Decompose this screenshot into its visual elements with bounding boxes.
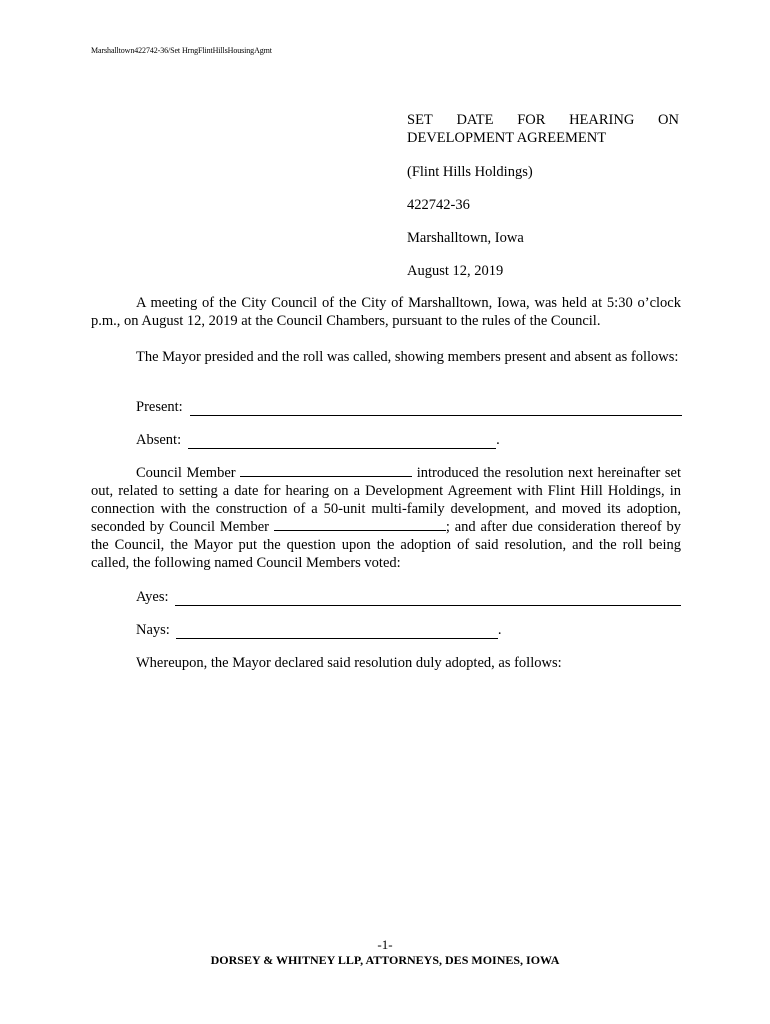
document-header-filename: Marshalltown422742-36/Set HrngFlintHillsHousingAgmt (91, 46, 272, 55)
absent-label: Absent: (136, 432, 182, 448)
nays-period: . (497, 622, 502, 638)
ayes-label: Ayes: (136, 589, 169, 605)
title-parties: (Flint Hills Holdings) (407, 164, 533, 180)
council-member-blank-line[interactable] (240, 464, 412, 477)
title-word: DATE (456, 112, 494, 128)
paragraph-adopted: Whereupon, the Mayor declared said resolution duly adopted, as follows: (136, 655, 562, 671)
footer-firm-name: DORSEY & WHITNEY LLP, ATTORNEYS, DES MOINES, IOWA (210, 953, 560, 967)
ayes-row (136, 588, 681, 606)
resolution-continuation: ; and after due consideration thereof by the Council, the Mayor put the question upon the adoption of said resolution, and the roll being called, the following named Council Members voted: (91, 519, 681, 571)
nays-blank-line[interactable] (176, 624, 498, 639)
page-number: -1- (377, 937, 393, 952)
present-label: Present: (136, 399, 183, 415)
council-member-label: Council Member (136, 465, 236, 481)
nays-label: Nays: (136, 622, 170, 638)
present-blank-line[interactable] (190, 401, 682, 416)
title-word: ON (658, 112, 679, 128)
resolution-text: introduced the resolution next hereinafter set out, related to setting a date for hearing on a Development Agreement with Flint Hill Holdings, in connection with the construction of a 50-unit multi-family development, and moved its adoption, seconded by Council Member (91, 465, 681, 535)
paragraph-meeting: A meeting of the City Council of the City of Marshalltown, Iowa, was held at 5:30 o’clock p.m., on August 12, 2019 at the Council Chambers, pursuant to the rules of the Council. (91, 295, 681, 329)
nays-row (136, 621, 501, 639)
title-word: HEARING (569, 112, 635, 128)
title-line-1 (407, 111, 679, 129)
title-word: SET (407, 112, 433, 128)
title-word: FOR (517, 112, 546, 128)
absent-row (136, 431, 500, 449)
title-line-2: DEVELOPMENT AGREEMENT (407, 130, 607, 146)
present-row (136, 398, 682, 416)
ayes-blank-line[interactable] (175, 591, 681, 606)
absent-period: . (496, 432, 500, 448)
title-location: Marshalltown, Iowa (407, 230, 524, 246)
absent-blank-line[interactable] (188, 434, 496, 449)
paragraph-resolution-intro (91, 464, 681, 572)
title-file-number: 422742-36 (407, 197, 470, 213)
paragraph-roll-call: The Mayor presided and the roll was called, showing members present and absent as follows: (136, 349, 679, 365)
title-block (407, 111, 679, 295)
title-date: August 12, 2019 (407, 263, 504, 279)
seconded-member-blank-line[interactable] (274, 518, 446, 531)
